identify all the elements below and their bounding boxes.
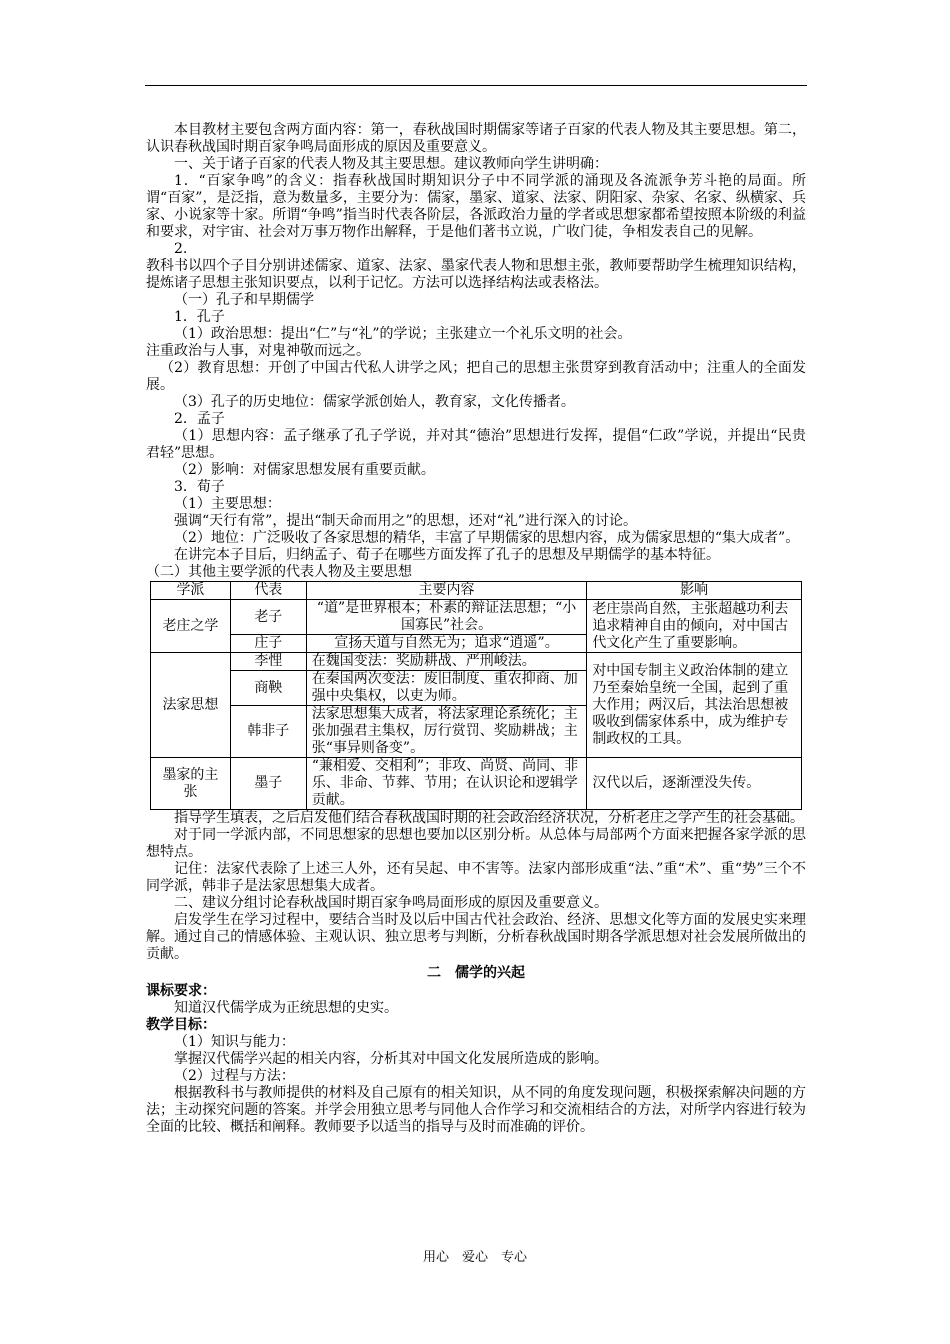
intro-paragraph: 本目教材主要包含两方面内容：第一，春秋战国时期儒家等诸子百家的代表人物及其主要思想。第二，认识春秋战国时期百家争鸣局面形成的原因及重要意义。 [146, 122, 806, 155]
schools-table [150, 581, 802, 810]
standard-text: 知道汉代儒学成为正统思想的史实。 [174, 1000, 398, 1016]
mencius-impact: （2）影响：对儒家思想发展有重要贡献。 [174, 462, 435, 478]
content-laozi: “道”是世界根本；朴素的辩证法思想；“小国寡民”社会。 [306, 600, 587, 635]
summary-instruction: 在讲完本子目后，归纳孟子、荀子在哪些方面发挥了孔子的思想及早期儒学的基本特征。 [174, 547, 720, 563]
section-heading-1: 一、关于诸子百家的代表人物及其主要思想。建议教师向学生讲明确： [174, 156, 608, 172]
goal-knowledge-label: （1）知识与能力： [174, 1034, 295, 1050]
xunzi-main-thought: 强调“天行有常”，提出“制天命而用之”的思想，还对“礼”进行深入的讨论。 [174, 513, 637, 529]
confucius-status: （3）孔子的历史地位：儒家学派创始人，教育家，文化传播者。 [174, 394, 575, 410]
table-row [151, 758, 802, 810]
subsection-other-schools: （二）其他主要学派的代表人物及主要思想 [146, 564, 412, 580]
rep-likui: 李悝 [230, 653, 306, 671]
impact-mojia: 汉代以后，逐渐湮没失传。 [587, 758, 802, 810]
subsection-confucius: （一）孔子和早期儒学 [174, 292, 314, 308]
school-fajia: 法家思想 [151, 653, 231, 758]
header-rule [145, 85, 807, 86]
mencius-thought: （1）思想内容：孟子继承了孔子学说，并对其“德治”思想进行发挥，提倡“仁政”学说，并提出“民贵君轻”思想。 [146, 428, 806, 461]
content-hanfeizi: 法家思想集大成者，将法家理论系统化；主张加强君主集权，厉行赏罚、奖励耕战；主张“事异则备变”。 [306, 706, 587, 758]
content-likui: 在魏国变法：奖励耕战、严刑峻法。 [306, 653, 587, 671]
rep-mozi: 墨子 [230, 758, 306, 810]
impact-laozhuang: 老庄崇尚自然，主张超越功利去追求精神自由的倾向，对中国古代文化产生了重要影响。 [587, 600, 802, 653]
section-title: 二 儒学的兴起 [427, 965, 525, 981]
header-content: 主要内容 [306, 582, 587, 600]
goals-label: 教学目标： [146, 1017, 216, 1033]
heading-xunzi: 3．荀子 [174, 479, 225, 495]
confucius-education: （2）教育思想：开创了中国古代私人讲学之风；把自己的思想主张贯穿到教育活动中；注重人的全面发展。 [146, 360, 806, 393]
section-heading-2: 二、建议分组讨论春秋战国时期百家争鸣局面形成的原因及重要意义。 [174, 895, 608, 911]
goal-process-label: （2）过程与方法： [174, 1068, 295, 1084]
heading-mencius: 2．孟子 [174, 411, 225, 427]
content-shangyang: 在秦国两次变法：废旧制度、重农抑商、加强中央集权，以吏为师。 [306, 671, 587, 706]
header-impact: 影响 [587, 582, 802, 600]
header-representative: 代表 [230, 582, 306, 600]
school-laozhuang: 老庄之学 [151, 600, 231, 653]
school-mojia: 墨家的主张 [151, 758, 231, 810]
document-body [146, 122, 806, 1136]
table-header-row [151, 582, 802, 600]
table-row [151, 600, 802, 635]
analysis-instruction: 对于同一学派内部，不同思想家的思想也要加以区别分析。从总体与局部两个方面来把握各家学派的思想特点。 [146, 827, 806, 860]
page-footer: 用心 爱心 专心 [422, 1250, 527, 1265]
xunzi-status: （2）地位：广泛吸收了各家思想的精华，丰富了早期儒家的思想内容，成为儒家思想的“集大成者”。 [174, 530, 800, 546]
heading-confucius: 1．孔子 [174, 309, 225, 325]
item-2: 2. [174, 241, 188, 257]
goal-knowledge-text: 掌握汉代儒学兴起的相关内容，分析其对中国文化发展所造成的影响。 [174, 1051, 608, 1067]
rep-laozi: 老子 [230, 600, 306, 635]
baijia-definition: 1．“百家争鸣”的含义：指春秋战国时期知识分子中不同学派的涌现及各流派争芳斗艳的局面。所谓“百家”，是泛指，意为数量多，主要分为：儒家，墨家、道家、法家、阴阳家、杂家、名家、纵横家、兵家、小说家等十家。所谓“争鸣”指当时代表各阶层，各派政治力量的学者或思想家都希望按照本阶级的利益和要求，对宇宙、社会对万事万物作出解释，于是他们著书立说，广收门徒，争相发表自己的见解。 [146, 173, 806, 240]
xunzi-main-label: （1）主要思想： [174, 496, 281, 512]
confucius-politics: （1）政治思想：提出“仁”与“礼”的学说；主张建立一个礼乐文明的社会。 [174, 326, 632, 342]
table-row [151, 653, 802, 671]
textbook-paragraph: 教科书以四个子目分别讲述儒家、道家、法家、墨家代表人物和思想主张，教师要帮助学生梳理知识结构，提炼诸子思想主张知识要点，以利于记忆。方法可以选择结构法或表格法。 [146, 258, 806, 291]
goal-process-text: 根据教科书与教师提供的材料及自己原有的相关知识，从不同的角度发现问题，积极探索解决问题的方法；主动探究问题的答案。并学会用独立思考与同他人合作学习和交流相结合的方法，对所学内容进行较为全面的比较、概括和阐释。教师要予以适当的指导与及时而准确的评价。 [146, 1085, 806, 1135]
standard-label: 课标要求： [146, 983, 216, 999]
rep-shangyang: 商鞅 [230, 671, 306, 706]
legalist-note: 记住：法家代表除了上述三人外，还有吴起、申不害等。法家内部形成重“法、”重“术”、重“势”三个不同学派，韩非子是法家思想集大成者。 [146, 861, 806, 894]
impact-fajia: 对中国专制主义政治体制的建立乃至秦始皇统一全国，起到了重大作用；两汉后，其法治思想被吸收到儒家体系中，成为维护专制政权的工具。 [587, 653, 802, 758]
content-mozi: “兼相爱、交相利”；非攻、尚贤、尚同、非乐、非命、节葬、节用；在认识论和逻辑学贡献。 [306, 758, 587, 810]
header-school: 学派 [151, 582, 231, 600]
rep-hanfeizi: 韩非子 [230, 706, 306, 758]
content-zhuangzi: 宣扬天道与自然无为；追求“逍遥”。 [306, 635, 587, 653]
fill-table-instruction: 指导学生填表，之后启发他们结合春秋战国时期的社会政治经济状况，分析老庄之学产生的社会基础。 [174, 810, 804, 826]
rep-zhuangzi: 庄子 [230, 635, 306, 653]
inspire-paragraph: 启发学生在学习过程中，要结合当时及以后中国古代社会政治、经济、思想文化等方面的发展史实来理解。通过自己的情感体验、主观认识、独立思考与判断，分析春秋战国时期各学派思想对社会发展所做出的贡献。 [146, 912, 806, 962]
confucius-politics-cont: 注重政治与人事，对鬼神敬而远之。 [146, 343, 370, 359]
